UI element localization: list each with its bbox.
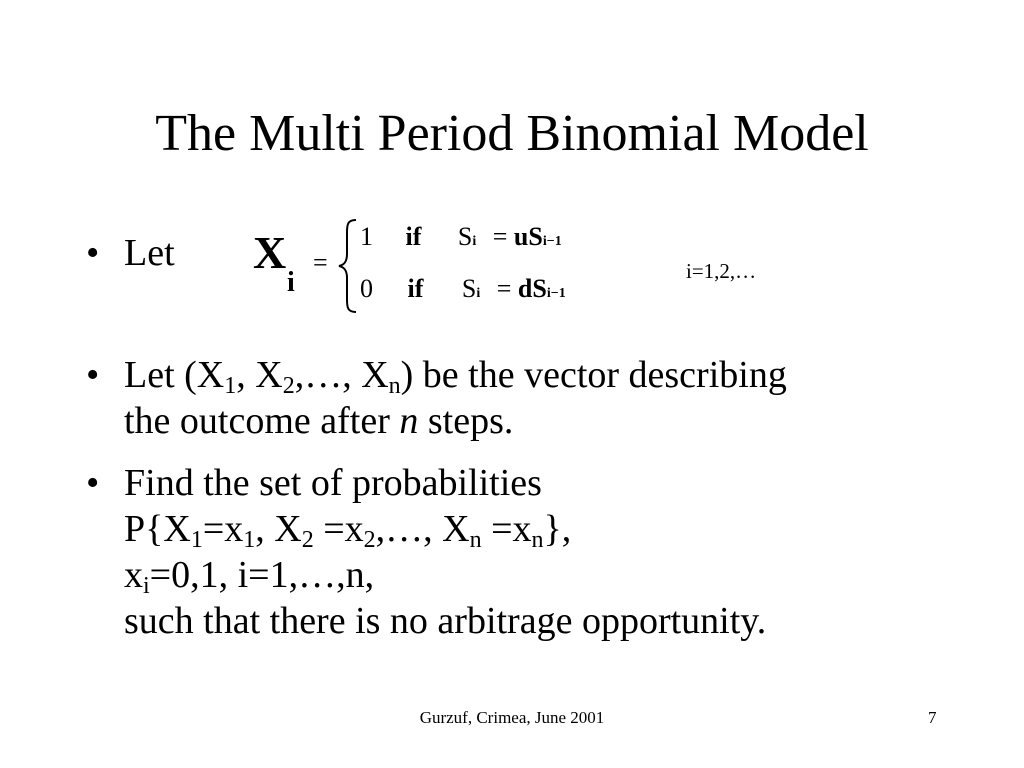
case-value: 0 [360, 274, 373, 303]
case-row-down [360, 274, 566, 309]
case-rhs: uS [513, 222, 543, 251]
bullet-text [124, 460, 766, 644]
bullet-text [124, 352, 787, 444]
case-s: S [457, 222, 473, 251]
bullet-line: $P\{X_1=x_1$, $X_2$ $=x_2,\dots$, $X_n =x_n$}, [124, 508, 572, 553]
slide-title: The Multi Period Binomial Model [155, 105, 869, 162]
bullet-line: such that there is no arbitrage opportunity. [124, 600, 767, 642]
case-if: if [407, 274, 424, 303]
case-s-subscript: i [472, 234, 477, 249]
equation-lhs-variable: X [253, 227, 287, 278]
page-number: 7 [928, 708, 937, 727]
equation-lhs-subscript: i [287, 267, 295, 298]
bullet-marker: • [86, 232, 100, 274]
case-rhs-subscript: i−1 [542, 234, 562, 249]
footer-text: Gurzuf, Crimea, June 2001 [419, 708, 605, 727]
bullet-line: Find the set of probabilities [124, 462, 542, 504]
case-s-subscript: i [476, 286, 481, 301]
bullet-text: Let [124, 232, 175, 274]
equation-equals: = [313, 248, 328, 277]
case-rhs: dS [517, 274, 547, 303]
case-rhs-subscript: i−1 [546, 286, 566, 301]
case-if: if [405, 222, 422, 251]
bullet-line: $x_i=0,1$, i=1,…,n, [124, 554, 375, 599]
case-equals: = [492, 222, 508, 251]
bullet-marker: • [86, 462, 100, 504]
case-row-up [360, 222, 562, 257]
bullet-line: the outcome after n steps. [124, 400, 514, 442]
case-value: 1 [360, 222, 373, 251]
left-brace-icon [336, 218, 360, 314]
bullet-line: Let ($X_1$, $X_2,\dots$, $X_n$) be the vector describing [124, 354, 787, 399]
index-range: i=1,2,… [686, 259, 757, 283]
bullet-marker: • [86, 354, 100, 396]
case-equals: = [496, 274, 512, 303]
case-s: S [461, 274, 477, 303]
